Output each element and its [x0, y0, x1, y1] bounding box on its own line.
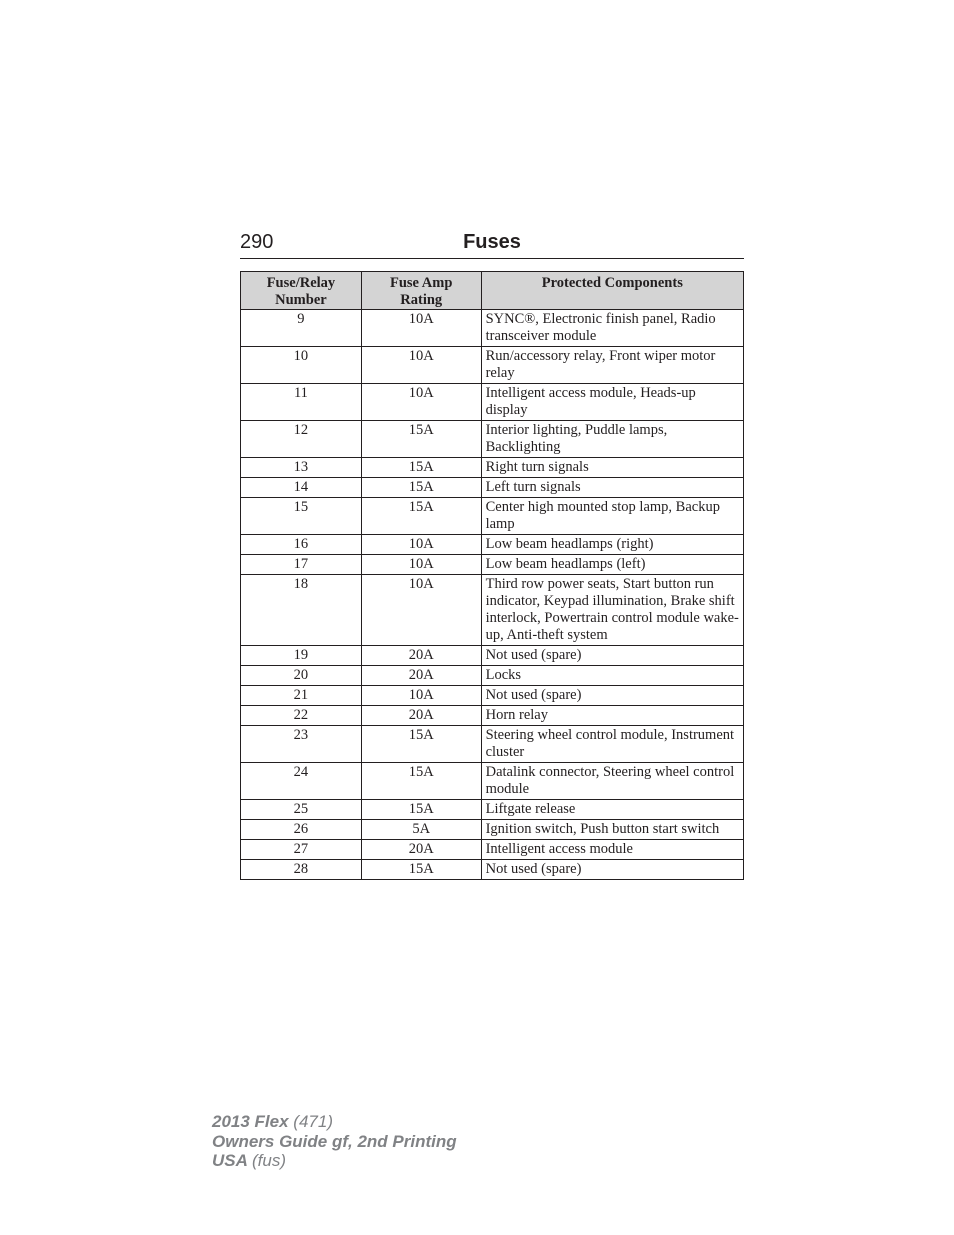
amp-rating-cell: 20A	[361, 646, 481, 666]
fuse-number-cell: 18	[241, 575, 362, 646]
column-header-number-line: Fuse/Relay	[266, 275, 336, 291]
column-header-components-line: Protected Components	[541, 275, 683, 291]
protected-components-cell: Ignition switch, Push button start switch	[481, 820, 743, 840]
table-row	[241, 820, 744, 840]
amp-rating-cell: 10A	[361, 535, 481, 555]
table-row	[241, 458, 744, 478]
column-header-amp-line: Rating	[400, 291, 443, 308]
table-header-row	[241, 272, 744, 310]
amp-rating-cell: 10A	[361, 686, 481, 706]
amp-rating-cell: 10A	[361, 575, 481, 646]
table-row	[241, 686, 744, 706]
protected-components-cell: Interior lighting, Puddle lamps, Backlighting	[481, 421, 743, 458]
amp-rating-cell: 10A	[361, 384, 481, 421]
protected-components-cell: Intelligent access module	[481, 840, 743, 860]
column-header-amp-line: Fuse Amp	[389, 275, 453, 291]
table-row	[241, 706, 744, 726]
fuse-number-cell: 14	[241, 478, 362, 498]
amp-rating-cell: 5A	[361, 820, 481, 840]
fuse-number-cell: 9	[241, 310, 362, 347]
table-row	[241, 726, 744, 763]
fuse-number-cell: 28	[241, 860, 362, 880]
protected-components-cell: Run/accessory relay, Front wiper motor relay	[481, 347, 743, 384]
footer-line-model	[212, 1112, 457, 1132]
protected-components-cell: Right turn signals	[481, 458, 743, 478]
footer-model: 2013 Flex	[212, 1112, 289, 1131]
protected-components-cell: Left turn signals	[481, 478, 743, 498]
fuse-number-cell: 20	[241, 666, 362, 686]
amp-rating-cell: 15A	[361, 458, 481, 478]
table-row	[241, 860, 744, 880]
protected-components-cell: Not used (spare)	[481, 686, 743, 706]
fuse-table	[240, 271, 744, 880]
fuse-number-cell: 13	[241, 458, 362, 478]
footer-market-code: (fus)	[252, 1151, 286, 1170]
fuse-number-cell: 27	[241, 840, 362, 860]
fuse-number-cell: 10	[241, 347, 362, 384]
amp-rating-cell: 10A	[361, 310, 481, 347]
table-row	[241, 478, 744, 498]
table-row	[241, 498, 744, 535]
section-title: Fuses	[463, 231, 521, 253]
fuse-number-cell: 23	[241, 726, 362, 763]
fuse-number-cell: 21	[241, 686, 362, 706]
fuse-number-cell: 25	[241, 800, 362, 820]
fuse-number-cell: 19	[241, 646, 362, 666]
table-row	[241, 666, 744, 686]
fuse-number-cell: 15	[241, 498, 362, 535]
table-row	[241, 555, 744, 575]
footer-model-code: (471)	[293, 1112, 333, 1131]
amp-rating-cell: 15A	[361, 478, 481, 498]
amp-rating-cell: 10A	[361, 347, 481, 384]
footer-guide: Owners Guide gf, 2nd Printing	[212, 1131, 457, 1151]
protected-components-cell: Center high mounted stop lamp, Backup lamp	[481, 498, 743, 535]
protected-components-cell: Low beam headlamps (right)	[481, 535, 743, 555]
amp-rating-cell: 15A	[361, 421, 481, 458]
table-row	[241, 421, 744, 458]
amp-rating-cell: 15A	[361, 498, 481, 535]
protected-components-cell: Not used (spare)	[481, 860, 743, 880]
amp-rating-cell: 20A	[361, 840, 481, 860]
column-header-number-line: Number	[275, 291, 327, 308]
amp-rating-cell: 20A	[361, 706, 481, 726]
table-row	[241, 310, 744, 347]
protected-components-cell: Datalink connector, Steering wheel control module	[481, 763, 743, 800]
column-header-amp	[361, 272, 481, 310]
table-row	[241, 763, 744, 800]
protected-components-cell: Horn relay	[481, 706, 743, 726]
fuse-number-cell: 16	[241, 535, 362, 555]
footer-market: USA	[212, 1151, 248, 1170]
column-header-components	[481, 272, 743, 310]
table-body	[241, 310, 744, 880]
protected-components-cell: Intelligent access module, Heads-up display	[481, 384, 743, 421]
fuse-number-cell: 11	[241, 384, 362, 421]
table-row	[241, 800, 744, 820]
page-header	[240, 228, 744, 259]
amp-rating-cell: 10A	[361, 555, 481, 575]
footer-line-market	[212, 1151, 457, 1171]
protected-components-cell: Locks	[481, 666, 743, 686]
amp-rating-cell: 15A	[361, 763, 481, 800]
table-row	[241, 575, 744, 646]
table-row	[241, 646, 744, 666]
amp-rating-cell: 15A	[361, 860, 481, 880]
table-row	[241, 384, 744, 421]
fuse-number-cell: 24	[241, 763, 362, 800]
protected-components-cell: Low beam headlamps (left)	[481, 555, 743, 575]
fuse-number-cell: 12	[241, 421, 362, 458]
table-row	[241, 840, 744, 860]
page-number: 290	[240, 231, 274, 253]
table-row	[241, 347, 744, 384]
protected-components-cell: Third row power seats, Start button run indicator, Keypad illumination, Brake shift interlock, Powertrain control module wake-up, Anti-theft system	[481, 575, 743, 646]
fuse-number-cell: 17	[241, 555, 362, 575]
table-row	[241, 535, 744, 555]
footer	[212, 1112, 457, 1171]
protected-components-cell: Liftgate release	[481, 800, 743, 820]
protected-components-cell: SYNC®, Electronic finish panel, Radio transceiver module	[481, 310, 743, 347]
amp-rating-cell: 20A	[361, 666, 481, 686]
amp-rating-cell: 15A	[361, 800, 481, 820]
fuse-number-cell: 22	[241, 706, 362, 726]
fuse-number-cell: 26	[241, 820, 362, 840]
protected-components-cell: Steering wheel control module, Instrument cluster	[481, 726, 743, 763]
protected-components-cell: Not used (spare)	[481, 646, 743, 666]
amp-rating-cell: 15A	[361, 726, 481, 763]
column-header-number	[241, 272, 362, 310]
